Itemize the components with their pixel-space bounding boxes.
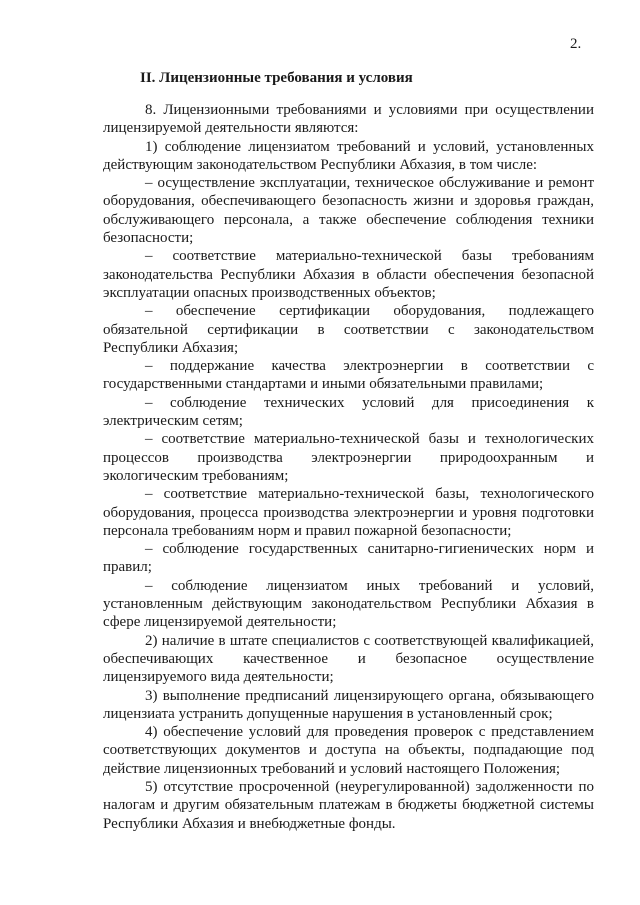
paragraph-subitem: – соответствие материально-технической базы, технологического оборудования, процесса производства электроэнергии и уровня подготовки персонала требованиям норм и правил пожарной безопасности; <box>103 486 594 539</box>
paragraph-item-1: 1) соблюдение лицензиатом требований и условий, установленных действующим законодательством Республики Абхазия, в том числе: <box>103 138 594 173</box>
section-title: II. Лицензионные требования и условия <box>140 70 413 86</box>
paragraph-subitem: – соблюдение лицензиатом иных требований и условий, установленным действующим законодательством Республики Абхазия в сфере лицензируемой деятельности; <box>103 577 594 631</box>
paragraph-subitem: – соответствие материально-технической базы требованиям законодательства Республики Абхазия в области обеспечения безопасной эксплуатации опасных производственных объектов; <box>103 248 594 301</box>
paragraph-subitem: – обеспечение сертификации оборудования, подлежащего обязательной сертификации в соответствии с законодательством Республики Абхазия; <box>103 303 594 356</box>
paragraph-subitem: – осуществление эксплуатации, техническое обслуживание и ремонт оборудования, обеспечивающего безопасность жизни и здоровья граждан, обслуживающего персонала, а также обеспечение соблюдения техники безопасности; <box>103 175 594 247</box>
paragraph-subitem: – соблюдение государственных санитарно-гигиенических норм и правил; <box>103 541 594 576</box>
paragraph-item-2: 2) наличие в штате специалистов с соответствующей квалификацией, обеспечивающих качественное и безопасное осуществление лицензируемого вида деятельности; <box>103 632 594 686</box>
page-number: 2. <box>570 36 582 52</box>
body-text <box>103 101 594 833</box>
paragraph-intro: 8. Лицензионными требованиями и условиями при осуществлении лицензируемой деятельности являются: <box>103 102 594 137</box>
paragraph-subitem: – поддержание качества электроэнергии в соответствии с государственными стандартами и иными обязательными правилами; <box>103 358 594 393</box>
paragraph-item-3: 3) выполнение предписаний лицензирующего органа, обязывающего лицензиата устранить допущенные нарушения в установленный срок; <box>103 687 594 722</box>
paragraph-subitem: – соблюдение технических условий для присоединения к электрическим сетям; <box>103 394 594 430</box>
paragraph-subitem: – соответствие материально-технической базы и технологических процессов производства электроэнергии природоохранным и экологическим требованиям; <box>103 431 594 484</box>
paragraph-item-5: 5) отсутствие просроченной (неурегулированной) задолженности по налогам и другим обязательным платежам в бюджеты бюджетной системы Республики Абхазия и внебюджетные фонды. <box>103 778 594 832</box>
paragraph-item-4: 4) обеспечение условий для проведения проверок с представлением соответствующих документов и доступа на объекты, подпадающие под действие лицензионных требований и условий настоящего Положения; <box>103 724 594 777</box>
